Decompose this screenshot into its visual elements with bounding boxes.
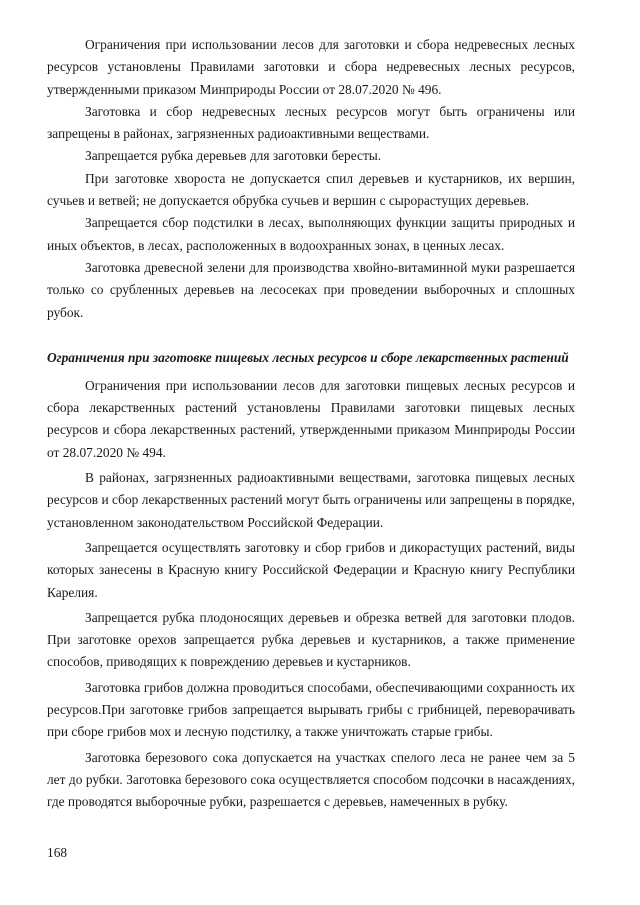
paragraph: Заготовка древесной зелени для производства хвойно-витаминной муки разрешается только со срубленных деревьев на лесосеках при проведении выборочных и сплошных рубок. — [47, 259, 575, 320]
page-number: 168 — [47, 845, 68, 860]
section-heading: Ограничения при заготовке пищевых лесных ресурсов и сборе лекарственных растений — [47, 349, 569, 365]
paragraph: Запрещается рубка деревьев для заготовки бересты. — [85, 148, 382, 164]
paragraph: Запрещается рубка плодоносящих деревьев и обрезка ветвей для заготовки плодов. При заготовке орехов запрещается рубка деревьев и кустарников, а также применение способов, приводящих к повреждению деревьев и кустарников. — [47, 609, 575, 670]
paragraph: Ограничения при использовании лесов для заготовки пищевых лесных ресурсов и сбора лекарственных растений установлены Правилами заготовки пищевых лесных ресурсов и сбора лекарственных растений, утвержденными приказом Минприроды России от 28.07.2020 № 494. — [47, 377, 575, 460]
paragraph: Запрещается осуществлять заготовку и сбор грибов и дикорастущих растений, виды которых занесены в Красную книгу Российской Федерации и Красную книгу Республики Карелия. — [47, 539, 575, 600]
paragraph: Заготовка березового сока допускается на участках спелого леса не ранее чем за 5 лет до рубки. Заготовка березового сока осуществляется способом подсочки в насаждениях, где проводятся выборочные рубки, разрешается с деревьев, намеченных в рубку. — [47, 749, 575, 810]
paragraph: Заготовка и сбор недревесных лесных ресурсов могут быть ограничены или запрещены в районах, загрязненных радиоактивными веществами. — [47, 103, 575, 142]
section-food-resources — [47, 375, 575, 814]
paragraph: Заготовка грибов должна проводиться способами, обеспечивающими сохранность их ресурсов.При заготовке грибов запрещается вырывать грибы с грибницей, переворачивать при сборе грибов мох и лесную подстилку, а также уничтожать старые грибы. — [47, 679, 575, 740]
paragraph: Ограничения при использовании лесов для заготовки и сбора недревесных лесных ресурсов установлены Правилами заготовки и сбора недревесных лесных ресурсов, утвержденными приказом Минприроды России от 28.07.2020 № 496. — [47, 37, 575, 97]
paragraph: Запрещается сбор подстилки в лесах, выполняющих функции защиты природных и иных объектов, в лесах, расположенных в водоохранных зонах, в ценных лесах. — [47, 215, 575, 253]
paragraph: При заготовке хвороста не допускается спил деревьев и кустарников, их вершин, сучьев и ветвей; не допускается обрубка сучьев и вершин с сырорастущих деревьев. — [47, 170, 575, 209]
section-non-timber-resources — [47, 34, 575, 324]
paragraph: В районах, загрязненных радиоактивными веществами, заготовка пищевых лесных ресурсов и сбор лекарственных растений могут быть ограничены или запрещены в порядке, установленном законодательством Российской Федерации. — [47, 470, 575, 530]
